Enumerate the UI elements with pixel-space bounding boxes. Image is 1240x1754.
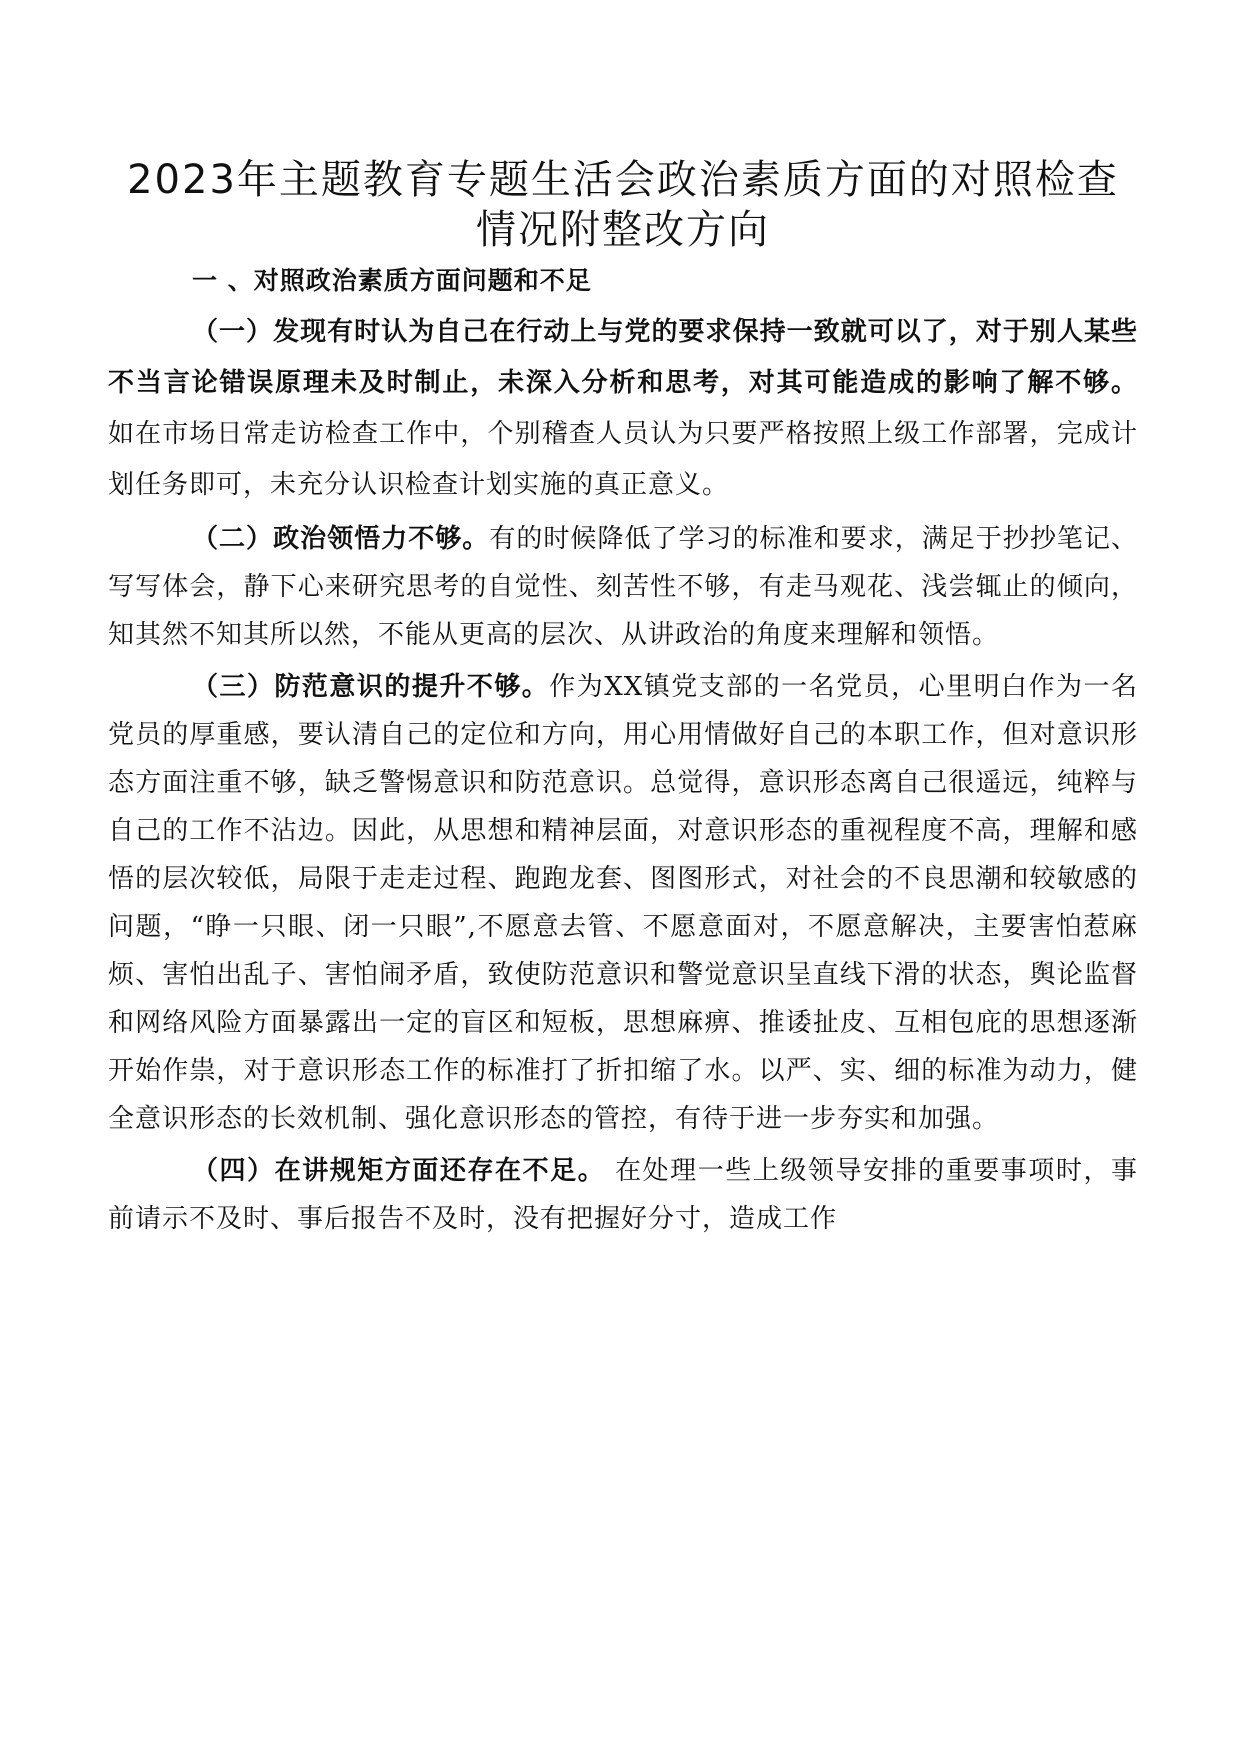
paragraph-1 — [108, 307, 1138, 511]
paragraph-3 — [108, 663, 1138, 1143]
section-heading: 一 、对照政治素质方面问题和不足 — [192, 266, 592, 295]
document-page — [108, 155, 1138, 1243]
paragraph-4-body: 在处理一些上级领导安排的重要事项时，事前请示不及时、事后报告不及时，没有把握好分寸，造成工作 — [108, 1156, 1138, 1234]
title-line-1: 2023年主题教育专题生活会政治素质方面的对照检查 — [127, 157, 1119, 203]
paragraph-2-lead: （二）政治领悟力不够。 — [192, 524, 490, 554]
paragraph-3-lead: （三）防范意识的提升不够。 — [192, 672, 550, 702]
paragraph-4-lead: （四）在讲规矩方面还存在不足。 — [192, 1156, 606, 1186]
paragraph-1-body: 如在市场日常走访检查工作中，个别稽查人员认为只要严格按照上级工作部署，完成计划任务即可，未充分认识检查计划实施的真正意义。 — [108, 419, 1138, 500]
title-line-2: 情况附整改方向 — [476, 207, 770, 253]
paragraph-4 — [108, 1147, 1138, 1243]
document-title — [108, 155, 1138, 255]
paragraph-3-body: 作为XX镇党支部的一名党员，心里明白作为一名党员的厚重感，要认清自己的定位和方向，用心用情做好自己的本职工作，但对意识形态方面注重不够，缺乏警惕意识和防范意识。总觉得，意识形态离自己很遥远，纯粹与自己的工作不沾边。因此，从思想和精神层面，对意识形态的重视程度不高，理解和感悟的层次较低，局限于走走过程、跑跑龙套、图图形式，对社会的不良思潮和较敏感的问题，“睁一只眼、闭一只眼”,不愿意去管、不愿意面对，不愿意解决，主要害怕惹麻烦、害怕出乱子、害怕闹矛盾，致使防范意识和警觉意识呈直线下滑的状态，舆论监督和网络风险方面暴露出一定的盲区和短板，思想麻痹、推诿扯皮、互相包庇的思想逐渐开始作祟，对于意识形态工作的标准打了折扣缩了水。以严、实、细的标准为动力，健全意识形态的长效机制、强化意识形态的管控，有待于进一步夯实和加强。 — [108, 672, 1138, 1134]
paragraph-1-lead: （一）发现有时认为自己在行动上与党的要求保持一致就可以了，对于别人某些不当言论错误原理未及时制止，未深入分析和思考，对其可能造成的影响了解不够。 — [108, 317, 1138, 398]
paragraph-2 — [108, 515, 1138, 659]
paragraph-2-body: 有的时候降低了学习的标准和要求，满足于抄抄笔记、写写体会，静下心来研究思考的自觉性、刻苦性不够，有走马观花、浅尝辄止的倾向，知其然不知其所以然，不能从更高的层次、从讲政治的角度来理解和领悟。 — [108, 524, 1138, 650]
